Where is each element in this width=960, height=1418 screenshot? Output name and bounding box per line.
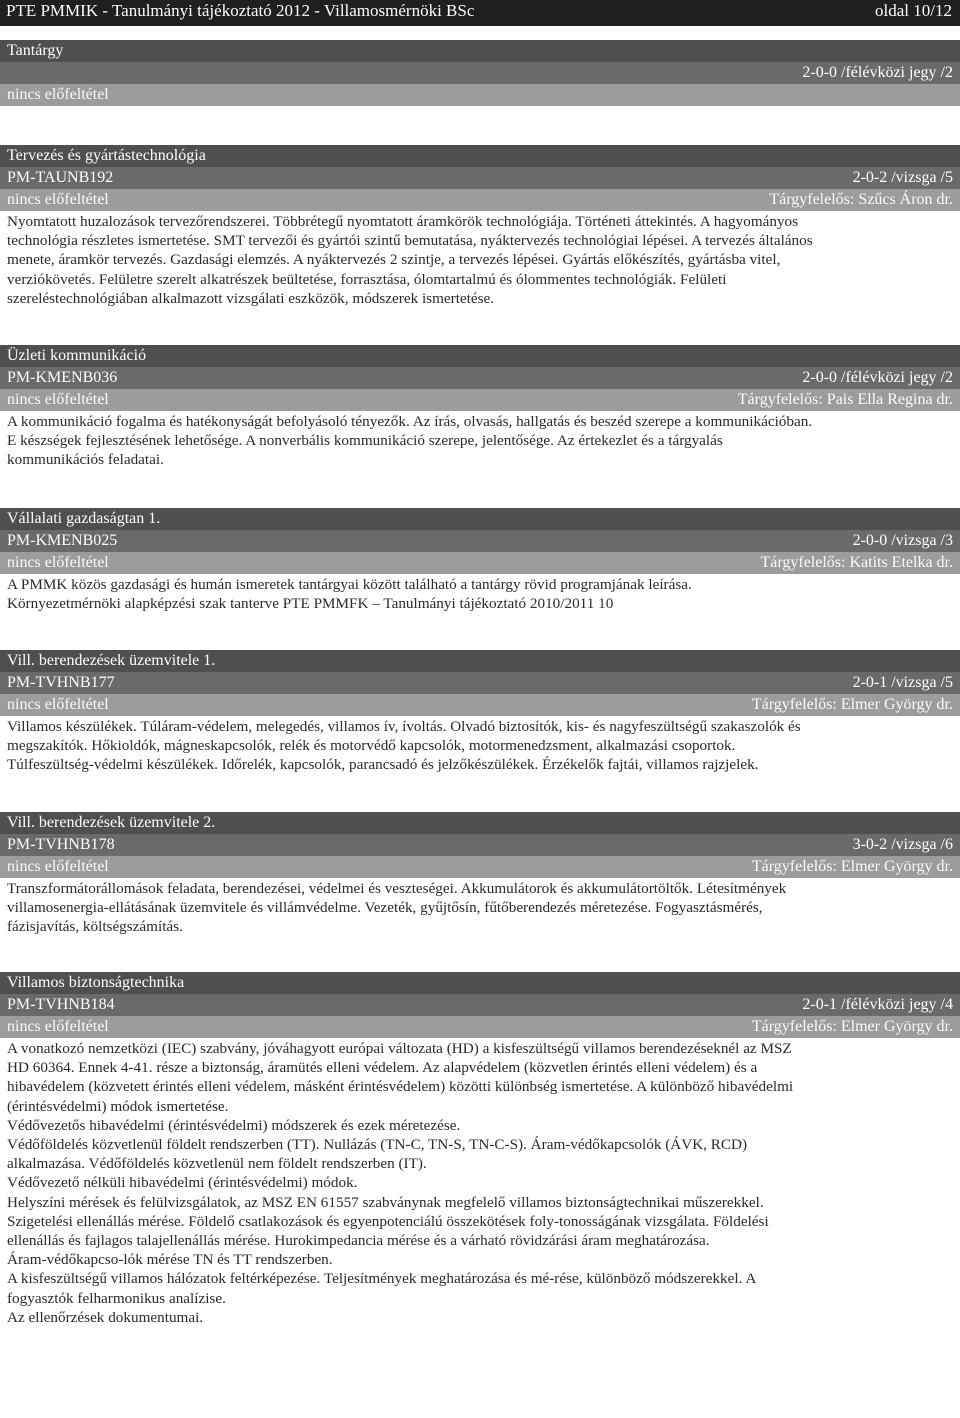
description-line: hibavédelem (közvetett érintés elleni védelem, másként érintésvédelem) közötti különbség ismertetése. A különböző hibavédelmi <box>7 1078 794 1096</box>
course-code-bar <box>0 672 960 694</box>
course-block <box>0 508 960 613</box>
course-credits: 2-0-0 /félévközi jegy /2 <box>802 369 953 386</box>
course-responsible: Tárgyfelelős: Szűcs Áron dr. <box>769 191 953 208</box>
course-name: Vill. berendezések üzemvitele 1. <box>7 652 216 669</box>
description-line: Áram-védőkapcso-lók mérése TN és TT rendszerben. <box>7 1251 333 1269</box>
course-block <box>0 972 960 1327</box>
description-line: Szigetelési ellenállás mérése. Földelő csatlakozások és egyenpotenciálú összekötések foly-tonosságának vizsgálata. Földelési <box>7 1212 769 1230</box>
description-line: menete, áramkör tervezés. Gazdasági elemzés. A nyáktervezés 2 szintje, a tervezés lépései. Gyártás előkészítés, gyártásba vitel, <box>7 251 781 269</box>
description-line: Környezetmérnöki alapképzési szak tanterve PTE PMMFK – Tanulmányi tájékoztató 2010/2011 10 <box>7 595 614 613</box>
course-prereq-bar <box>0 694 960 716</box>
description-line: Nyomtatott huzalozások tervezőrendszerei. Többrétegű nyomtatott áramkörök technológiája. Történeti áttekintés. A hagyományos <box>7 213 799 230</box>
description-line: alkalmazása. Védőföldelés közvetlenül nem földelt rendszerben (IT). <box>7 1155 427 1173</box>
description-line: villamosenergia-ellátásának üzemvitele és villámvédelme. Vezeték, gyűjtősín, fűtőberendezés méretezése. Fogyasztásmérés, <box>7 899 763 917</box>
course-prereq-bar <box>0 389 960 411</box>
description-line: fogyasztók felharmonikus analízise. <box>7 1289 226 1307</box>
course-block <box>0 650 960 775</box>
course-prereq: nincs előfeltétel <box>7 1018 109 1035</box>
course-code-bar <box>0 167 960 189</box>
description-line: verziókövetés. Felületre szerelt alkatrészek beültetése, forrasztása, ólomtartalmú és ólommentes technológiák. Felületi <box>7 270 727 288</box>
description-line: ellenállás és fajlagos talajellenállás mérése. Hurokimpedancia mérése és a várható rövidzárási áram meghatározása. <box>7 1232 710 1250</box>
course-block <box>0 345 960 470</box>
course-code: PM-KMENB036 <box>7 369 118 386</box>
course-name: Vill. berendezések üzemvitele 2. <box>7 814 216 831</box>
course-description <box>0 1038 960 1327</box>
document-title: PTE PMMIK - Tanulmányi tájékoztató 2012 - Villamosmérnöki BSc <box>6 1 475 20</box>
course-description <box>0 716 960 775</box>
course-code-bar <box>0 62 960 84</box>
course-prereq: nincs előfeltétel <box>7 858 109 875</box>
description-line: A kisfeszültségű villamos hálózatok feltérképezése. Teljesítmények meghatározása és mé-rése, különböző módszerekkel. A <box>7 1270 757 1288</box>
description-line: Védővezetős hibavédelmi (érintésvédelmi) módszerek és ezek méretezése. <box>7 1116 461 1134</box>
course-title-bar <box>0 145 960 167</box>
description-line: fázisjavítás, költségszámítás. <box>7 918 183 936</box>
course-responsible: Tárgyfelelős: Katits Etelka dr. <box>760 554 953 571</box>
course-block <box>0 145 960 308</box>
course-prereq-bar <box>0 84 960 106</box>
course-title-bar <box>0 972 960 994</box>
description-line: technológia részletes ismertetése. SMT tervezői és gyártói szintű bemutatása, nyáktervezés technológiai lépései. A tervezés általános <box>7 232 813 250</box>
course-name: Vállalati gazdaságtan 1. <box>7 510 161 527</box>
course-responsible: Tárgyfelelős: Elmer György dr. <box>751 696 953 713</box>
course-block <box>0 812 960 937</box>
course-code-bar <box>0 834 960 856</box>
description-line: szereléstechnológiában alkalmazott vizsgálati eszközök, módszerek ismertetése. <box>7 289 495 307</box>
course-description <box>0 211 960 308</box>
description-line: Védővezető nélküli hibavédelmi (érintésvédelmi) módok. <box>7 1174 358 1192</box>
course-responsible: Tárgyfelelős: Elmer György dr. <box>751 858 953 875</box>
description-line: Helyszíni mérések és felülvizsgálatok, az MSZ EN 61557 szabványnak megfelelő villamos biztonságtechnikai műszerekkel. <box>7 1193 764 1211</box>
course-code: PM-TVHNB177 <box>7 674 115 691</box>
course-name: Villamos biztonságtechnika <box>7 974 185 991</box>
course-title-bar <box>0 345 960 367</box>
description-line: E készségek fejlesztésének lehetősége. A nonverbális kommunikáció szerepe, jelentősége. Az értekezlet és a tárgyalás <box>7 432 723 450</box>
course-prereq: nincs előfeltétel <box>7 554 109 571</box>
course-credits: 2-0-1 /félévközi jegy /4 <box>802 996 953 1013</box>
course-responsible: Tárgyfelelős: Elmer György dr. <box>751 1018 953 1035</box>
course-code-bar <box>0 367 960 389</box>
course-block <box>0 40 960 106</box>
course-title-bar <box>0 650 960 672</box>
course-credits: 2-0-2 /vizsga /5 <box>852 169 953 186</box>
course-code-bar <box>0 530 960 552</box>
course-description <box>0 878 960 937</box>
description-line: A kommunikáció fogalma és hatékonyságát befolyásoló tényezők. Az írás, olvasás, hallgatás és beszéd szerepe a kommunikációban. <box>7 413 813 430</box>
course-name: Tantárgy <box>7 42 64 59</box>
course-prereq: nincs előfeltétel <box>7 191 109 208</box>
course-code: PM-TVHNB184 <box>7 996 115 1013</box>
page-header <box>0 0 960 26</box>
course-prereq-bar <box>0 856 960 878</box>
description-line: A PMMK közös gazdasági és humán ismeretek tantárgyai között található a tantárgy rövid programjának leírása. <box>7 576 692 593</box>
course-code: PM-TVHNB178 <box>7 836 115 853</box>
description-line: (érintésvédelmi) módok ismertetése. <box>7 1097 229 1115</box>
course-credits: 2-0-0 /félévközi jegy /2 <box>802 64 953 81</box>
course-code: PM-KMENB025 <box>7 532 118 549</box>
description-line: Villamos készülékek. Túláram-védelem, melegedés, villamos ív, ívoltás. Olvadó biztosítók, kis- és nagyfeszültségű szakaszolók és <box>7 718 801 735</box>
description-line: Az ellenőrzések dokumentumai. <box>7 1308 204 1326</box>
course-prereq-bar <box>0 552 960 574</box>
course-title-bar <box>0 40 960 62</box>
course-credits: 2-0-1 /vizsga /5 <box>852 674 953 691</box>
course-prereq-bar <box>0 1016 960 1038</box>
course-code-bar <box>0 994 960 1016</box>
course-title-bar <box>0 812 960 834</box>
description-line: HD 60364. Ennek 4-41. része a biztonság, áramütés elleni védelem. Az alapvédelem (közvetlen érintés elleni védelem) és a <box>7 1059 758 1077</box>
description-line: A vonatkozó nemzetközi (IEC) szabvány, jóváhagyott európai változata (HD) a kisfeszültségű villamos berendezéseknél az MSZ <box>7 1040 792 1057</box>
course-description <box>0 411 960 470</box>
course-name: Üzleti kommunikáció <box>7 347 147 364</box>
description-line: kommunikációs feladatai. <box>7 451 164 469</box>
course-prereq: nincs előfeltétel <box>7 696 109 713</box>
course-credits: 3-0-2 /vizsga /6 <box>852 836 953 853</box>
page-number: oldal 10/12 <box>875 1 952 20</box>
course-description <box>0 574 960 613</box>
course-name: Tervezés és gyártástechnológia <box>7 147 206 164</box>
description-line: Transzformátorállomások feladata, berendezései, védelmei és veszteségei. Akkumulátorok és akkumulátortöltők. Létesítmények <box>7 880 787 897</box>
course-prereq: nincs előfeltétel <box>7 86 109 103</box>
course-code: PM-TAUNB192 <box>7 169 114 186</box>
description-line: Védőföldelés közvetlenül földelt rendszerben (TT). Nullázás (TN-C, TN-S, TN-C-S). Áram-védőkapcsolók (ÁVK, RCD) <box>7 1136 748 1154</box>
course-responsible: Tárgyfelelős: Pais Ella Regina dr. <box>737 391 953 408</box>
description-line: megszakítók. Hőkioldók, mágneskapcsolók, relék és motorvédő kapcsolók, motormenedzsment, alkalmazási csoportok. <box>7 737 736 755</box>
course-prereq: nincs előfeltétel <box>7 391 109 408</box>
course-prereq-bar <box>0 189 960 211</box>
description-line: Túlfeszültség-védelmi készülékek. Időrelék, kapcsolók, parancsadó és jelzőkészülékek. Érzékelők fajtái, villamos rajzjelek. <box>7 756 759 774</box>
course-title-bar <box>0 508 960 530</box>
course-credits: 2-0-0 /vizsga /3 <box>852 532 953 549</box>
